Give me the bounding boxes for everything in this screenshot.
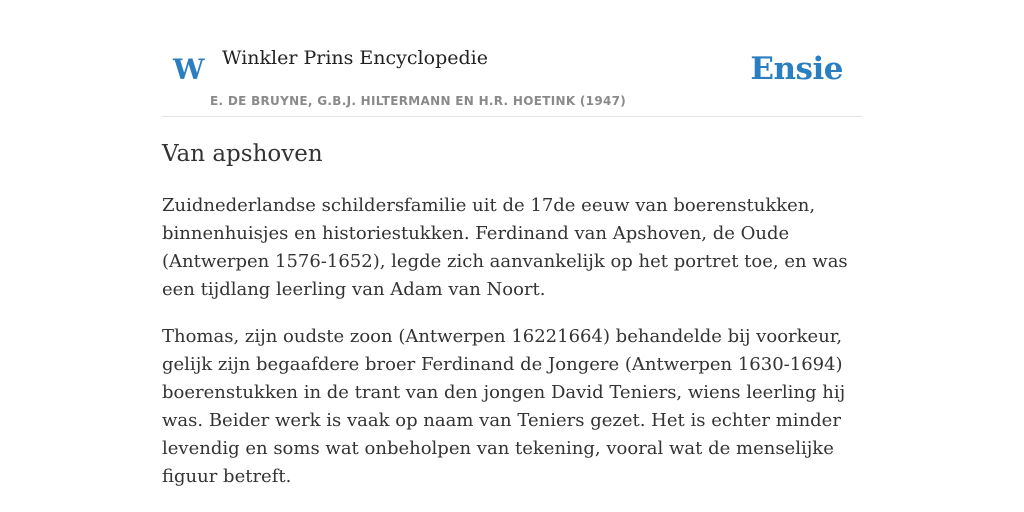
ensie-logo[interactable]: Ensie (750, 51, 843, 87)
article (162, 136, 862, 491)
source-header (162, 40, 862, 117)
winkler-prins-logo[interactable]: W (173, 53, 205, 86)
article-paragraph: Thomas, zijn oudste zoon (Antwerpen 16221664) behandelde bij voorkeur, gelijk zijn begaafdere broer Ferdinand de Jongere (Antwerpen 1630-1694) boerenstukken in de trant van den jongen David Teniers, wiens leerling hij was. Beider werk is vaak op naam van Teniers gezet. Het is echter minder levendig en soms wat onbeholpen van tekening, vooral wat de menselijke figuur betreft. (162, 326, 846, 487)
source-title-link[interactable]: Winkler Prins Encyclopedie (222, 47, 488, 69)
article-title: Van apshoven (162, 141, 323, 167)
source-authors: E. DE BRUYNE, G.B.J. HILTERMANN EN H.R. HOETINK (1947) (210, 94, 627, 108)
article-paragraph: Zuidnederlandse schildersfamilie uit de 17de eeuw van boerenstukken, binnenhuisjes en historiestukken. Ferdinand van Apshoven, de Oude (Antwerpen 1576-1652), legde zich aanvankelijk op het portret toe, en was een tijdlang leerling van Adam van Noort. (162, 195, 848, 300)
